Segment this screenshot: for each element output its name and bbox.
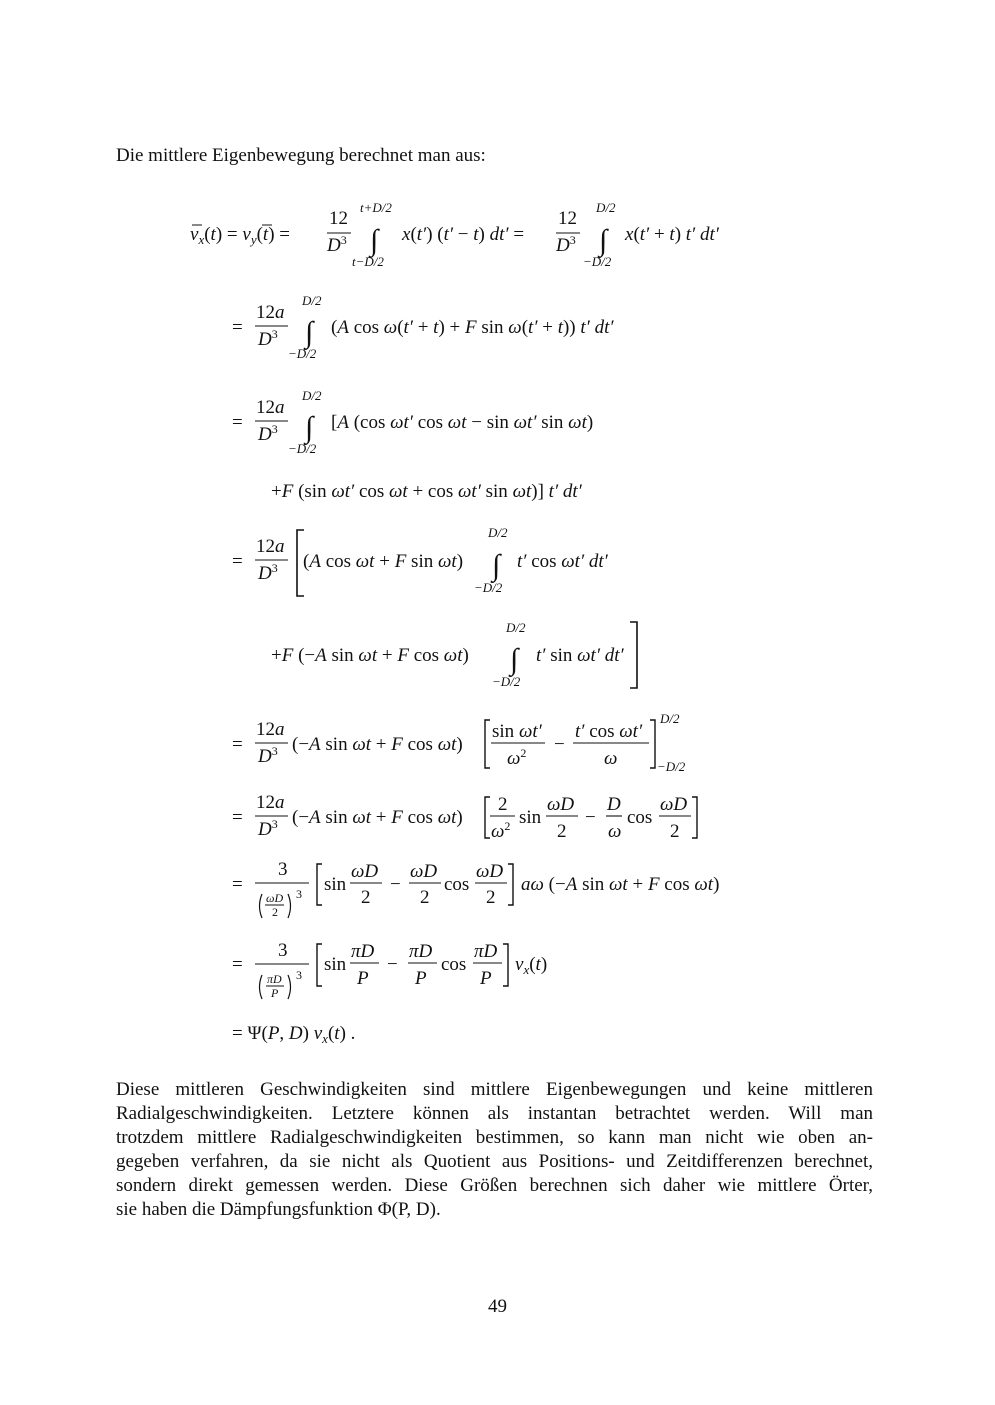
equation-line-4 (271, 481, 583, 502)
equation-line-9 (232, 859, 719, 919)
svg-text:12a: 12a (256, 719, 285, 740)
svg-text:(−A sin ωt + F cos ωt): (−A sin ωt + F cos ωt) (292, 734, 463, 755)
paragraph-line: trotzdem mittlere Radialgeschwindigkeiten bestimmen, so kann man nicht wie oben an- (116, 1127, 873, 1148)
svg-text:πD: πD (351, 941, 375, 962)
svg-text:(A cos ω(t′ + t) + F sin ω(t′: (A cos ω(t′ + t) + F sin ω(t′ + t)) t′ dt′ (331, 317, 614, 338)
svg-text:ωD: ωD (660, 794, 688, 815)
svg-text:−D/2: −D/2 (657, 759, 686, 774)
svg-text:cos: cos (627, 807, 653, 828)
equation-line-2 (232, 293, 614, 361)
svg-text:−D/2: −D/2 (492, 674, 521, 689)
svg-text:(A cos ωt + F sin ωt): (A cos ωt + F sin ωt) (303, 551, 464, 572)
paragraph-line: sondern direkt gemessen werden. Diese Größen berechnen sich daher wie mittlere Örter, (116, 1175, 873, 1196)
svg-text:πD: πD (267, 972, 282, 986)
svg-text:+F (−A sin ωt + F cos ωt): +F (−A sin ωt + F cos ωt) (271, 645, 469, 666)
paragraph-line: Radialgeschwindigkeiten. Letztere können als instantan betrachtet werden. Will man (116, 1103, 873, 1124)
svg-text:D: D (607, 794, 621, 815)
svg-text:sin ωt′: sin ωt′ (492, 721, 542, 742)
svg-text:x(t′) (t′ − t) dt′ =: x(t′) (t′ − t) dt′ = (402, 224, 525, 245)
svg-text:=: = (232, 412, 243, 433)
svg-text:12: 12 (329, 208, 348, 229)
svg-text:3: 3 (296, 887, 302, 901)
svg-text:12: 12 (558, 208, 577, 229)
svg-text:−: − (390, 874, 401, 895)
svg-text:2: 2 (557, 821, 567, 842)
svg-text:=: = (232, 954, 243, 975)
svg-text:ωD: ωD (266, 891, 284, 905)
svg-text:∫: ∫ (510, 643, 519, 676)
equation-line-11 (232, 1023, 355, 1046)
svg-text:∫: ∫ (492, 549, 501, 582)
svg-text:−: − (554, 734, 565, 755)
svg-text:2: 2 (486, 887, 496, 908)
svg-text:=: = (232, 874, 243, 895)
svg-text:∫: ∫ (305, 316, 314, 349)
svg-text:−D/2: −D/2 (288, 441, 317, 456)
svg-text:t−D/2: t−D/2 (352, 254, 384, 269)
intro-text: Die mittlere Eigenbewegung berechnet man aus: (116, 145, 486, 166)
svg-text:−D/2: −D/2 (474, 580, 503, 595)
svg-text:t′ cos ωt′: t′ cos ωt′ (575, 721, 643, 742)
svg-text:[A (cos ωt′ cos ωt − sin ωt′ s: [A (cos ωt′ cos ωt − sin ωt′ sin ωt) (331, 412, 594, 433)
svg-text:(−A sin ωt + F cos ωt): (−A sin ωt + F cos ωt) (292, 807, 463, 828)
paragraph-line: Diese mittleren Geschwindigkeiten sind mittlere Eigenbewegungen und keine mittleren (116, 1079, 873, 1100)
svg-text:D3: $D^3$ (258, 327, 278, 350)
svg-text:2: 2 (272, 905, 278, 919)
svg-text:sin: sin (324, 874, 347, 895)
svg-text:2: 2 (670, 821, 680, 842)
svg-text:3: 3 (278, 859, 288, 880)
svg-text:D3: $D^3$ (258, 422, 278, 445)
svg-text:2: 2 (498, 794, 508, 815)
equation-line-7 (232, 711, 686, 774)
svg-text:= Ψ(P, D) vx(t) .: = Ψ(P, D) $v_x(t)$ . (232, 1023, 356, 1046)
svg-text:πD: πD (409, 941, 433, 962)
svg-text:vx(t) = vy(t) =: $v_x(t) = v_y(t)$ = (190, 224, 290, 247)
svg-text:D/2: D/2 (596, 200, 616, 215)
paragraph-line: gegeben verfahren, da sie nicht als Quotient aus Positions- und Zeitdifferenzen berechnet, (116, 1151, 873, 1172)
svg-text:2: 2 (361, 887, 371, 908)
svg-text:cos: cos (441, 954, 467, 975)
svg-text:D3: $D^3$ (556, 233, 576, 256)
svg-text:−D/2: −D/2 (288, 346, 317, 361)
equation-line-3 (232, 388, 593, 456)
svg-text:D/2: D/2 (660, 711, 680, 726)
equation-line-1 (190, 200, 720, 269)
svg-text:=: = (232, 807, 243, 828)
svg-text:ω2: $\omega^2$ (507, 746, 527, 769)
svg-text:πD: πD (474, 941, 498, 962)
svg-text:cos: cos (444, 874, 470, 895)
svg-text:=: = (232, 734, 243, 755)
svg-text:∫: ∫ (599, 224, 608, 257)
svg-text:D/2: D/2 (506, 620, 526, 635)
svg-text:ω: ω (604, 748, 618, 769)
svg-text:12a: 12a (256, 302, 285, 323)
svg-text:D/2: D/2 (302, 388, 322, 403)
svg-text:D3: $D^3$ (258, 561, 278, 584)
svg-text:∫: ∫ (370, 224, 379, 257)
svg-text:2: 2 (420, 887, 430, 908)
svg-text:=: = (232, 317, 243, 338)
svg-text:aω (−A sin ωt + F cos ωt): aω (−A sin ωt + F cos ωt) (521, 874, 720, 895)
page-number: 49 (488, 1296, 507, 1317)
svg-text:+F (sin ωt′ cos ωt + cos ωt′ s: +F (sin ωt′ cos ωt + cos ωt′ sin ωt)] t′ dt′ (271, 481, 582, 502)
svg-text:D3: $D^3$ (258, 744, 278, 767)
svg-text:ωD: ωD (351, 861, 379, 882)
svg-text:D/2: D/2 (302, 293, 322, 308)
paragraph-line: sie haben die Dämpfungsfunktion Φ(P, D). (116, 1199, 441, 1220)
svg-text:t′ sin ωt′ dt′: t′ sin ωt′ dt′ (536, 645, 624, 666)
svg-text:vx(t): $v_x(t)$ (515, 954, 548, 977)
svg-text:sin: sin (519, 807, 542, 828)
svg-text:∫: ∫ (305, 411, 314, 444)
svg-text:D3: $D^3$ (327, 233, 347, 256)
svg-text:ωD: ωD (476, 861, 504, 882)
svg-text:x(t′ + t) t′ dt′: x(t′ + t) t′ dt′ (625, 224, 719, 245)
svg-text:3: 3 (296, 968, 302, 982)
body-paragraph (116, 1078, 873, 1222)
svg-text:P: P (480, 968, 492, 989)
svg-text:t′ cos ωt′ dt′: t′ cos ωt′ dt′ (517, 551, 608, 572)
svg-text:P: P (357, 968, 369, 989)
svg-text:12a: 12a (256, 397, 285, 418)
svg-text:−: − (387, 954, 398, 975)
equation-line-10 (232, 940, 547, 1000)
svg-text:3: 3 (278, 940, 288, 961)
svg-text:12a: 12a (256, 536, 285, 557)
svg-text:−D/2: −D/2 (583, 254, 612, 269)
svg-text:D3: $D^3$ (258, 817, 278, 840)
svg-text:t+D/2: t+D/2 (360, 200, 392, 215)
equation-line-6 (271, 620, 637, 689)
svg-text:ωD: ωD (547, 794, 575, 815)
svg-text:D/2: D/2 (488, 525, 508, 540)
svg-text:ω2: $\omega^2$ (491, 819, 511, 842)
svg-text:ωD: ωD (410, 861, 438, 882)
svg-text:P: P (271, 986, 279, 1000)
equation-line-8 (232, 792, 697, 842)
svg-text:P: P (415, 968, 427, 989)
svg-text:ω: ω (608, 821, 622, 842)
svg-text:12a: 12a (256, 792, 285, 813)
svg-text:=: = (232, 551, 243, 572)
svg-text:sin: sin (324, 954, 347, 975)
equation-line-5 (232, 525, 609, 596)
svg-text:−: − (585, 807, 596, 828)
